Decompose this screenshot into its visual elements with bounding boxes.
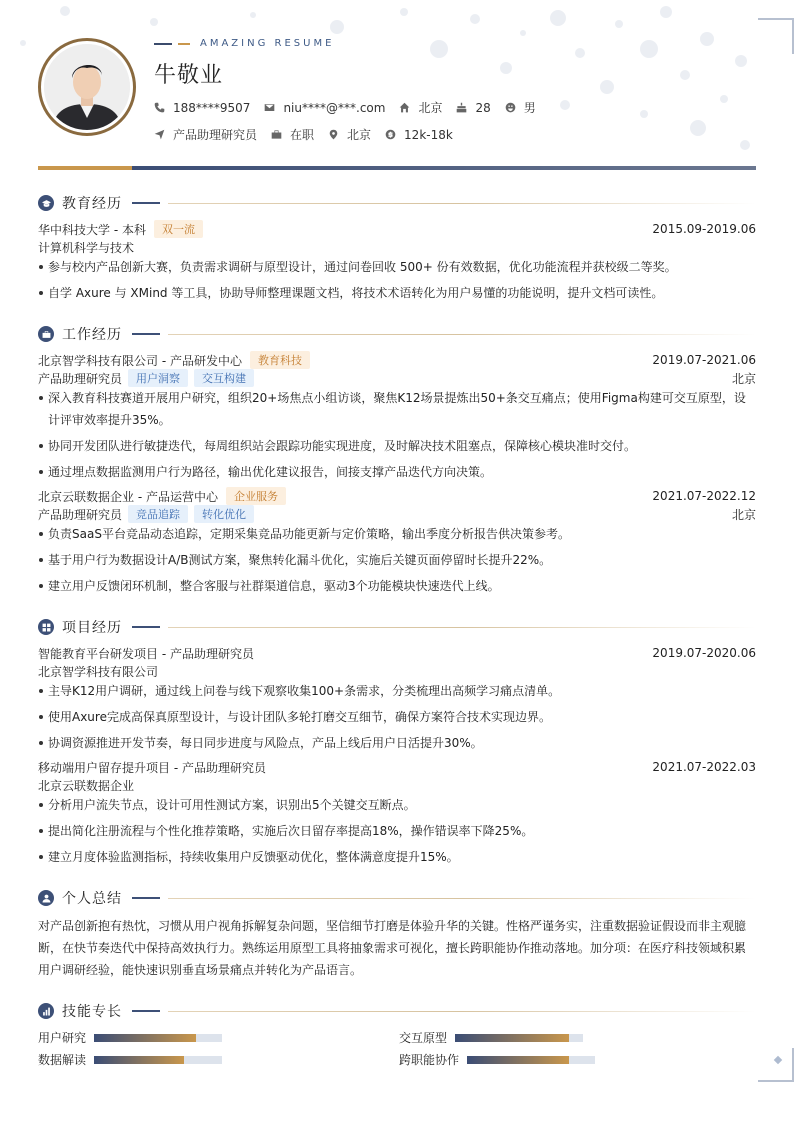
skill-level-bar <box>455 1034 583 1042</box>
section-title: 技能专长 <box>62 1004 122 1020</box>
tagline-bar <box>154 43 172 45</box>
position-info <box>154 126 257 143</box>
candidate-name: 牛敬业 <box>154 63 224 88</box>
work-role-line <box>38 506 756 522</box>
skill-tag-badge: 交互构建 <box>194 369 254 387</box>
skill-item <box>38 1029 222 1046</box>
work-period: 2019.07-2021.06 <box>652 353 756 367</box>
age-text: 28 <box>475 100 491 115</box>
company-name: 北京云联数据企业 - 产品运营中心 <box>38 489 218 504</box>
briefcase-icon <box>271 129 282 140</box>
tagline-text: AMAZING RESUME <box>200 38 335 49</box>
phone-icon <box>154 102 165 113</box>
skill-tag-badge: 用户洞察 <box>128 369 188 387</box>
work-city: 北京 <box>731 507 756 522</box>
list-item: 协同开发团队进行敏捷迭代，每周组织站会跟踪功能实现进度，及时解决技术阻塞点，保障核心模块准时交付。 <box>38 435 756 457</box>
school-tag-badge: 双一流 <box>154 220 203 238</box>
bar-chart-icon <box>38 1003 54 1019</box>
phone-text: 188****9507 <box>173 100 251 115</box>
project-entry-header <box>38 645 756 661</box>
project-company: 北京云联数据企业 <box>38 778 135 793</box>
header-divider <box>38 166 756 170</box>
tagline <box>154 38 334 49</box>
briefcase-icon <box>38 326 54 342</box>
summary-section-header <box>38 888 756 908</box>
contact-row <box>154 99 550 116</box>
role-name: 产品助理研究员 <box>38 371 123 386</box>
project-period: 2019.07-2020.06 <box>652 646 756 660</box>
smile-icon <box>505 102 516 113</box>
skill-tag-badge: 转化优化 <box>194 505 254 523</box>
work-section-header <box>38 324 756 344</box>
status-text: 在职 <box>290 128 315 142</box>
email-text: niu****@***.com <box>283 100 386 115</box>
section-title: 个人总结 <box>62 891 122 907</box>
grid-icon <box>38 619 54 635</box>
list-item: 深入教育科技赛道开展用户研究，组织20+场焦点小组访谈，聚焦K12场景提炼出50+条交互痛点；使用Figma构建可交互原型，设计评审效率提升35%。 <box>38 387 756 431</box>
coin-icon <box>385 129 396 140</box>
age-info <box>456 101 490 115</box>
email-info <box>264 101 385 115</box>
list-item: 基于用户行为数据设计A/B测试方案，聚焦转化漏斗优化，实施后关键页面停留时长提升22%。 <box>38 549 756 571</box>
list-item: 分析用户流失节点，设计可用性测试方案，识别出5个关键交互断点。 <box>38 794 756 816</box>
education-period: 2015.09-2019.06 <box>652 222 756 236</box>
gender-text: 男 <box>523 101 536 115</box>
corner-decoration-top <box>758 18 794 54</box>
list-item: 主导K12用户调研，通过线上问卷与线下观察收集100+条需求，分类梳理出高频学习痛点清单。 <box>38 680 756 702</box>
project-entry-header <box>38 759 756 775</box>
list-item: 负责SaaS平台竞品动态追踪，定期采集竞品功能更新与定价策略，输出季度分析报告供决策参考。 <box>38 523 756 545</box>
avatar <box>38 38 136 136</box>
list-item: 提出简化注册流程与个性化推荐策略，实施后次日留存率提高18%，操作错误率下降25%。 <box>38 820 756 842</box>
company-name: 北京智学科技有限公司 - 产品研发中心 <box>38 353 242 368</box>
industry-badge: 企业服务 <box>226 487 286 505</box>
industry-badge: 教育科技 <box>250 351 310 369</box>
list-item: 参与校内产品创新大赛，负责需求调研与原型设计，通过问卷回收 500+ 份有效数据，优化功能流程并获校级二等奖。 <box>38 256 756 278</box>
skill-item <box>399 1029 583 1046</box>
skill-name: 跨职能协作 <box>399 1053 460 1067</box>
skill-name: 用户研究 <box>38 1031 87 1045</box>
list-item: 自学 Axure 与 XMind 等工具，协助导师整理课题文档，将技术术语转化为用户易懂的功能说明，提升文档可读性。 <box>38 282 756 304</box>
skill-level-bar <box>94 1056 222 1064</box>
list-item: 建立用户反馈闭环机制，整合客服与社群渠道信息，驱动3个功能模块快速迭代上线。 <box>38 575 756 597</box>
list-item: 协调资源推进开发节奏，每日同步进度与风险点，产品上线后用户日活提升30%。 <box>38 732 756 754</box>
city-info <box>328 126 371 143</box>
section-title: 工作经历 <box>62 327 122 343</box>
map-pin-icon <box>328 129 339 140</box>
project-title: 移动端用户留存提升项目 - 产品助理研究员 <box>38 760 266 775</box>
education-major-line <box>38 239 756 255</box>
location-text: 北京 <box>418 101 443 115</box>
skill-level-bar <box>467 1056 595 1064</box>
cake-icon <box>456 102 467 113</box>
projects-section-header <box>38 617 756 637</box>
user-icon <box>38 890 54 906</box>
skill-name: 数据解读 <box>38 1053 87 1067</box>
mail-icon <box>264 102 275 113</box>
education-section-header <box>38 193 756 213</box>
job-intent-row <box>154 126 467 143</box>
project-company: 北京智学科技有限公司 <box>38 664 159 679</box>
phone-info <box>154 101 250 115</box>
skill-name: 交互原型 <box>399 1031 448 1045</box>
salary-info <box>385 128 453 142</box>
list-item: 使用Axure完成高保真原型设计，与设计团队多轮打磨交互细节，确保方案符合技术实现边界。 <box>38 706 756 728</box>
skills-section-header <box>38 1001 756 1021</box>
education-entry-header <box>38 221 756 237</box>
gender-info <box>505 99 536 116</box>
home-icon <box>399 102 410 113</box>
work-city: 北京 <box>731 371 756 386</box>
tagline-bar-accent <box>178 43 190 45</box>
send-icon <box>154 129 165 140</box>
skill-item <box>399 1051 595 1068</box>
major-name: 计算机科学与技术 <box>38 240 135 255</box>
salary-text: 12k-18k <box>404 127 453 142</box>
corner-decoration-bottom <box>758 1048 794 1082</box>
location-info <box>399 99 442 116</box>
skill-tag-badge: 竞品追踪 <box>128 505 188 523</box>
skill-item <box>38 1051 222 1068</box>
project-company-line <box>38 663 756 679</box>
summary-text: 对产品创新抱有热忱，习惯从用户视角拆解复杂问题，坚信细节打磨是体验升华的关键。性格严谨务实，注重数据验证假设而非主观臆断，在快节奏迭代中保持高效执行力。熟练运用原型工具将抽象需求可视化，擅长跨职能协作推动落地。加分项：在医疗科技领域积累用户调研经验，能快速识别垂直场景痛点并转化为产品语言。 <box>38 919 747 977</box>
skill-level-bar <box>94 1034 222 1042</box>
work-entry-header <box>38 352 756 368</box>
work-period: 2021.07-2022.12 <box>652 489 756 503</box>
role-name: 产品助理研究员 <box>38 507 123 522</box>
city-text: 北京 <box>347 128 372 142</box>
section-title: 项目经历 <box>62 620 122 636</box>
work-role-line <box>38 370 756 386</box>
school-name: 华中科技大学 - 本科 <box>38 222 146 237</box>
graduation-cap-icon <box>38 195 54 211</box>
project-title: 智能教育平台研发项目 - 产品助理研究员 <box>38 646 254 661</box>
list-item: 通过埋点数据监测用户行为路径，输出优化建议报告，间接支撑产品迭代方向决策。 <box>38 461 756 483</box>
list-item: 建立月度体验监测指标，持续收集用户反馈驱动优化，整体满意度提升15%。 <box>38 846 756 868</box>
project-period: 2021.07-2022.03 <box>652 760 756 774</box>
project-company-line <box>38 777 756 793</box>
position-text: 产品助理研究员 <box>173 128 258 142</box>
work-entry-header <box>38 488 756 504</box>
status-info <box>271 126 314 143</box>
avatar-photo <box>44 44 130 130</box>
section-title: 教育经历 <box>62 196 122 212</box>
